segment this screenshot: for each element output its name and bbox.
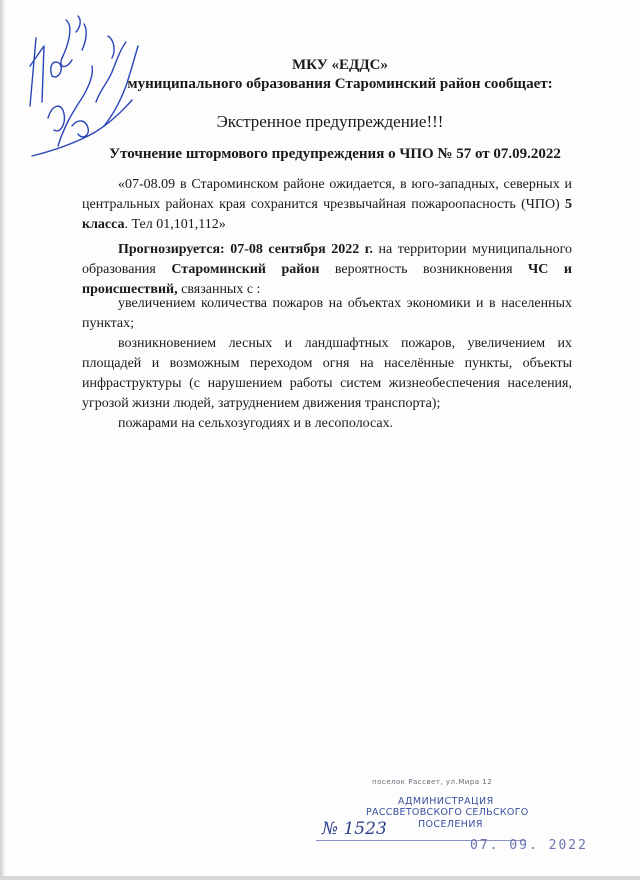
prognosis-text-1: на территории муниципального образования (82, 242, 572, 277)
paragraph-forecast (82, 175, 572, 235)
list-item: возникновением лесных и ландшафтных пожаров, увеличением их площадей и возможным переходом огня на населённые пункты, объекты инфраструктуры (с нарушением работы систем жизнеобеспечения населения, угрозой жизни людей, затруднением движения транспорта); (82, 336, 572, 411)
fire-class: 5 класса (82, 197, 572, 232)
date-stamp: 07. 09. 2022 (470, 838, 588, 853)
paragraph-prognosis (82, 240, 572, 300)
forecast-phones: . Тел 01,101,112» (124, 217, 226, 232)
scan-bottom-edge (0, 876, 640, 880)
warning-subtitle: Уточнение штормового предупреждения о ЧПО № 57 от 07.09.2022 (109, 146, 561, 162)
scan-edge (0, 0, 5, 880)
district-name: Староминский район (171, 262, 320, 277)
registration-number: № 1523 (322, 819, 387, 839)
alert-title: Экстренное предупреждение!!! (216, 112, 444, 131)
emergency-term: ЧС и происшествий, (82, 262, 572, 297)
org-subtitle: муниципального образования Староминский район сообщает: (127, 76, 553, 92)
stamp-address: поселок Рассвет, ул.Мира 12 (372, 778, 493, 786)
forecast-text: «07-08.09 в Староминском районе ожидается, в юго-западных, северных и центральных районах края сохранится чрезвычайная пожароопасность (ЧПО) (82, 177, 572, 212)
stamp-line-2: РАССВЕТОВСКОГО СЕЛЬСКОГО (366, 807, 529, 818)
prognosis-date: Прогнозируется: 07-08 сентября 2022 г. (118, 242, 374, 257)
prognosis-text-2: вероятность возникновения (319, 262, 529, 277)
stamp-line-1: АДМИНИСТРАЦИЯ (398, 796, 494, 807)
stamp-line-3: ПОСЕЛЕНИЯ (418, 819, 483, 830)
list-item: увеличением количества пожаров на объектах экономики и в населенных пунктах; (82, 296, 572, 331)
list-item: пожарами на сельхозугодиях и в лесополосах. (118, 416, 394, 431)
org-name: МКУ «ЕДДС» (292, 57, 388, 73)
prognosis-text-3: связанных с : (177, 282, 261, 297)
